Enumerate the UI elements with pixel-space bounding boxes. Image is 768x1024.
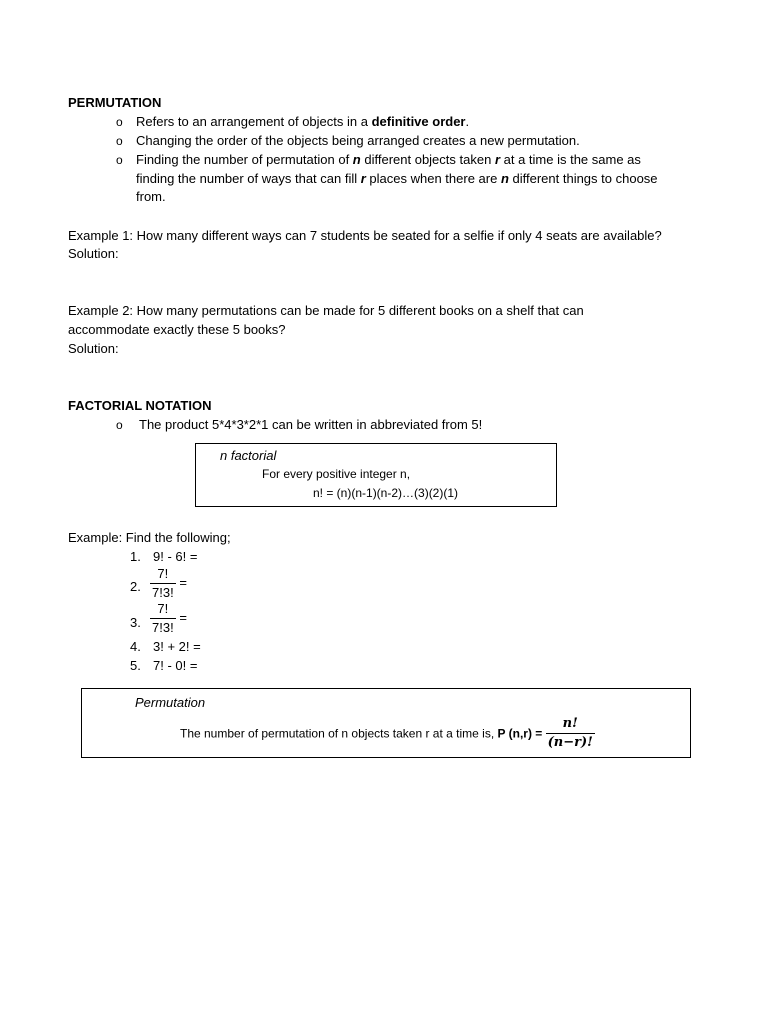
- exercise-number: 1.: [130, 549, 141, 564]
- permutation-heading: PERMUTATION: [68, 95, 162, 110]
- exercise-number: 4.: [130, 639, 141, 654]
- n-factorial-definition-box: [195, 443, 557, 507]
- bullet-marker: o: [116, 418, 123, 432]
- exercise-2-denominator: 7!3!: [152, 585, 174, 600]
- n-factorial-box-formula: n! = (n)(n-1)(n-2)…(3)(2)(1): [313, 486, 459, 500]
- exercise-2-numerator: 7!: [157, 566, 169, 581]
- factorial-bullet: The product 5*4*3*2*1 can be written in abbreviated from 5!: [139, 417, 483, 432]
- example-2-solution-label: Solution:: [68, 341, 119, 356]
- bullet-marker: o: [116, 134, 123, 148]
- permutation-box-title: Permutation: [135, 695, 206, 710]
- exercise-4-expression: 3! + 2! =: [153, 639, 201, 654]
- exercise-2-equals: =: [179, 574, 187, 590]
- exercise-number: 2.: [130, 579, 141, 594]
- permutation-bullet-3-line-2: finding the number of ways that can fill r places when there are n different things to choose: [136, 171, 658, 186]
- bullet-marker: o: [116, 115, 123, 129]
- exercise-number: 3.: [130, 615, 141, 630]
- exercise-1-expression: 9! - 6! =: [153, 549, 198, 564]
- exercise-2-expression: [150, 565, 187, 602]
- exercises-intro: Example: Find the following;: [68, 530, 231, 545]
- factorial-heading: FACTORIAL NOTATION: [68, 398, 212, 413]
- permutation-formula-denominator: (n−r)!: [547, 735, 593, 750]
- permutation-bullet-2: Changing the order of the objects being arranged creates a new permutation.: [136, 133, 580, 148]
- exercise-3-expression: [150, 600, 187, 637]
- permutation-formula-fraction: [546, 715, 595, 752]
- exercise-3-denominator: 7!3!: [152, 620, 174, 635]
- bullet-marker: o: [116, 153, 123, 167]
- exercise-3-equals: =: [179, 609, 187, 625]
- example-1-question: Example 1: How many different ways can 7 students be seated for a selfie if only 4 seats are available?: [68, 228, 662, 243]
- permutation-box-formula-line: [180, 715, 595, 752]
- exercise-2-fraction: [150, 565, 176, 602]
- exercise-5-expression: 7! - 0! =: [153, 658, 198, 673]
- permutation-bullet-1: Refers to an arrangement of objects in a definitive order.: [136, 114, 470, 129]
- permutation-formula-box: [81, 688, 691, 758]
- permutation-box-text: The number of permutation of n objects taken r at a time is,: [180, 726, 498, 741]
- permutation-bullet-3-line-3: from.: [136, 189, 166, 204]
- exercise-3-numerator: 7!: [157, 601, 169, 616]
- example-1-solution-label: Solution:: [68, 246, 119, 261]
- example-2-question-line-2: accommodate exactly these 5 books?: [68, 322, 286, 337]
- permutation-box-label: P (n,r) =: [497, 726, 543, 741]
- permutation-bullet-3-line-1: Finding the number of permutation of n different objects taken r at a time is the same as: [136, 152, 641, 167]
- example-2-question-line-1: Example 2: How many permutations can be made for 5 different books on a shelf that can: [68, 303, 584, 318]
- n-factorial-box-title: n factorial: [220, 448, 277, 463]
- n-factorial-box-line-1: For every positive integer n,: [262, 467, 411, 481]
- exercise-number: 5.: [130, 658, 141, 673]
- permutation-formula-numerator: n!: [562, 716, 578, 731]
- exercise-3-fraction: [150, 600, 176, 637]
